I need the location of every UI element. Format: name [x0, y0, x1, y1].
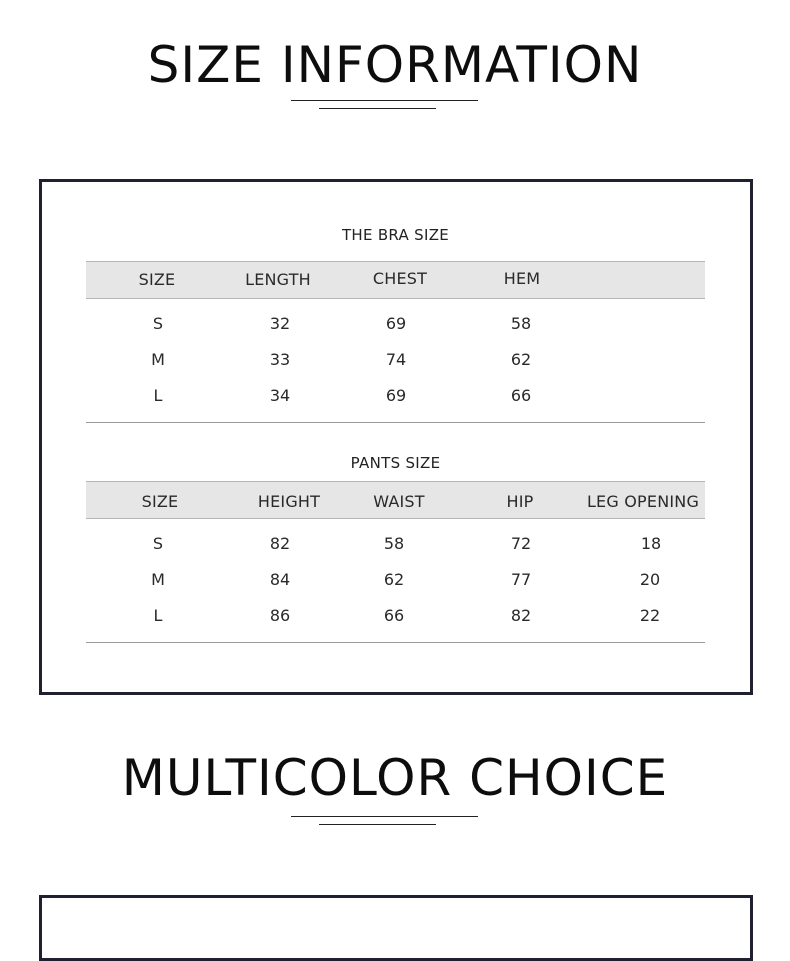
bra-cell: M [151, 350, 165, 369]
heading-underline-long [291, 100, 478, 101]
bra-cell: 34 [269, 386, 291, 405]
bra-cell: 74 [385, 350, 407, 369]
heading-underline-short [319, 824, 436, 825]
pants-cell: 62 [383, 570, 405, 589]
pants-cell: 82 [510, 606, 532, 625]
pants-cell: 84 [269, 570, 291, 589]
pants-cell: 58 [383, 534, 405, 553]
bra-cell: L [153, 386, 163, 405]
pants-header-size: SIZE [141, 492, 179, 511]
pants-table-title: PANTS SIZE [350, 454, 441, 472]
bra-header-length: LENGTH [245, 270, 311, 289]
pants-cell: 82 [269, 534, 291, 553]
bra-header-chest: CHEST [372, 269, 428, 288]
bra-table-bottom-rule [86, 422, 705, 423]
bra-cell: 58 [510, 314, 532, 333]
bra-cell: S [152, 314, 164, 333]
pants-cell: 77 [510, 570, 532, 589]
bra-cell: 62 [510, 350, 532, 369]
bra-cell: 66 [510, 386, 532, 405]
bra-cell: 32 [269, 314, 291, 333]
pants-cell: S [152, 534, 164, 553]
color-choice-frame [39, 895, 753, 961]
bra-cell: 69 [385, 386, 407, 405]
pants-cell: 20 [639, 570, 661, 589]
bra-header-hem: HEM [503, 269, 541, 288]
pants-header-height: HEIGHT [257, 492, 321, 511]
bra-cell: 33 [269, 350, 291, 369]
pants-cell: 72 [510, 534, 532, 553]
pants-header-hip: HIP [506, 492, 534, 511]
pants-header-leg-opening: LEG OPENING [586, 492, 700, 511]
bra-cell: 69 [385, 314, 407, 333]
bra-header-size: SIZE [138, 270, 176, 289]
bra-table-title: THE BRA SIZE [341, 226, 450, 244]
pants-table-bottom-rule [86, 642, 705, 643]
pants-cell: M [151, 570, 165, 589]
size-information-heading: SIZE INFORMATION [147, 36, 643, 94]
heading-underline-short [319, 108, 436, 109]
pants-cell: 86 [269, 606, 291, 625]
pants-cell: 18 [640, 534, 662, 553]
pants-cell: L [153, 606, 163, 625]
heading-underline-long [291, 816, 478, 817]
pants-cell: 22 [639, 606, 661, 625]
pants-header-waist: WAIST [373, 492, 425, 511]
pants-cell: 66 [383, 606, 405, 625]
multicolor-choice-heading: MULTICOLOR CHOICE [121, 749, 669, 807]
